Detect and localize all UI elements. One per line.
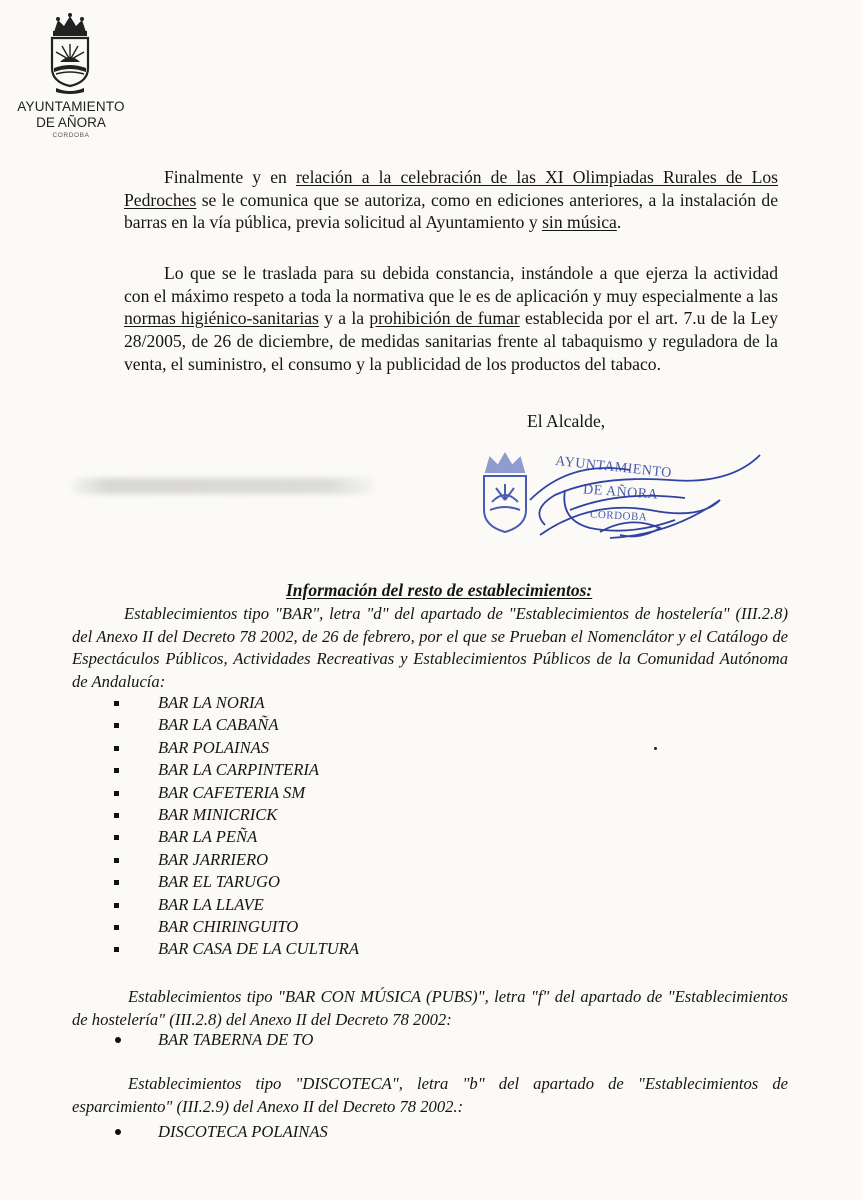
list-item: BAR POLAINAS — [110, 737, 359, 759]
p1-text-2: se le comunica que se autoriza, como en ediciones anteriores, a la instalación de barras en la vía pública, previa solicitud al Ayuntamiento y — [124, 189, 778, 233]
p1-text-3: . — [616, 212, 622, 233]
org-line-2: DE AÑORA — [36, 115, 106, 130]
coat-of-arms-icon — [40, 12, 100, 96]
info-title: Información del resto de establecimientos: — [286, 580, 593, 600]
intro-pubs — [72, 986, 788, 1031]
intro-discos — [72, 1073, 788, 1118]
signoff: El Alcalde, — [527, 411, 606, 431]
ink-speck — [654, 747, 657, 750]
paragraph-normativa — [124, 262, 778, 376]
list-item: BAR LA CABAÑA — [110, 714, 359, 736]
list-item: BAR LA NORIA — [110, 692, 359, 714]
bars-list — [110, 692, 359, 961]
list-item: BAR EL TARUGO — [110, 871, 359, 893]
p2-text-3: establecida por el art. 7.u de la Ley 28/2005, de 26 de diciembre, de medidas sanitarias frente al tabaquismo y reguladora de la venta, el suministro, el consumo y la publicidad de los productos del tabaco. — [124, 308, 778, 374]
p2-text-2: y a la — [318, 308, 370, 329]
list-item: BAR LA CARPINTERIA — [110, 759, 359, 781]
org-line-3: CORDOBA — [52, 132, 90, 139]
p2-text-1: Lo que se le traslada para su debida constancia, instándole a que ejerza la actividad con el máximo respeto a toda la normativa que le es de aplicación y muy especialmente a las — [124, 263, 778, 306]
p1-text-1: Finalmente y en — [164, 167, 296, 187]
list-item: BAR TABERNA DE TO — [110, 1029, 313, 1051]
p2-underline-normas: normas higiénico-sanitarias — [124, 308, 319, 329]
list-item: BAR LA LLAVE — [110, 894, 359, 916]
stamp-line-3: CORDOBA — [589, 508, 648, 524]
p2-underline-prohibicion: prohibición de fumar — [369, 308, 520, 329]
list-item: BAR CASA DE LA CULTURA — [110, 938, 359, 960]
redacted-line — [70, 478, 375, 494]
p1-underline-sin-musica: sin música — [542, 212, 617, 233]
list-item: BAR CAFETERIA SM — [110, 782, 359, 804]
intro-bars-text: Establecimientos tipo "BAR", letra "d" del apartado de "Establecimientos de hostelería" (III.2.8) del Anexo II del Decreto 78 2002, de 26 de febrero, por el que se Prueban el Nomenclátor y el Catálogo de Espectáculos Públicos, Actividades Recreativas y Establecimientos Públicos de la Comunidad Autónoma de Andalucía: — [72, 604, 788, 691]
list-item: BAR JARRIERO — [110, 849, 359, 871]
stamp-line-1: AYUNTAMIENTO — [554, 453, 673, 482]
intro-bars — [72, 603, 788, 693]
paragraph-olimpiadas — [124, 166, 778, 234]
org-line-1: AYUNTAMIENTO — [17, 99, 125, 114]
list-item: BAR CHIRINGUITO — [110, 916, 359, 938]
p1-underline-olimpiadas: relación a la celebración de las XI Olimpiadas Rurales de Los Pedroches — [124, 167, 778, 210]
intro-discos-text: Establecimientos tipo "DISCOTECA", letra "b" del apartado de "Establecimientos de esparcimiento" (III.2.9) del Anexo II del Decreto 78 2002.: — [72, 1074, 788, 1116]
stamp-line-2: DE AÑORA — [582, 482, 659, 503]
municipality-name — [14, 99, 128, 140]
pubs-list — [110, 1029, 313, 1051]
intro-pubs-text: Establecimientos tipo "BAR CON MÚSICA (PUBS)", letra "f" del apartado de "Establecimientos de hostelería" (III.2.8) del Anexo II del Decreto 78 2002: — [72, 987, 788, 1029]
list-item: BAR MINICRICK — [110, 804, 359, 826]
list-item: DISCOTECA POLAINAS — [110, 1121, 328, 1143]
discos-list — [110, 1121, 328, 1143]
list-item: BAR LA PEÑA — [110, 826, 359, 848]
